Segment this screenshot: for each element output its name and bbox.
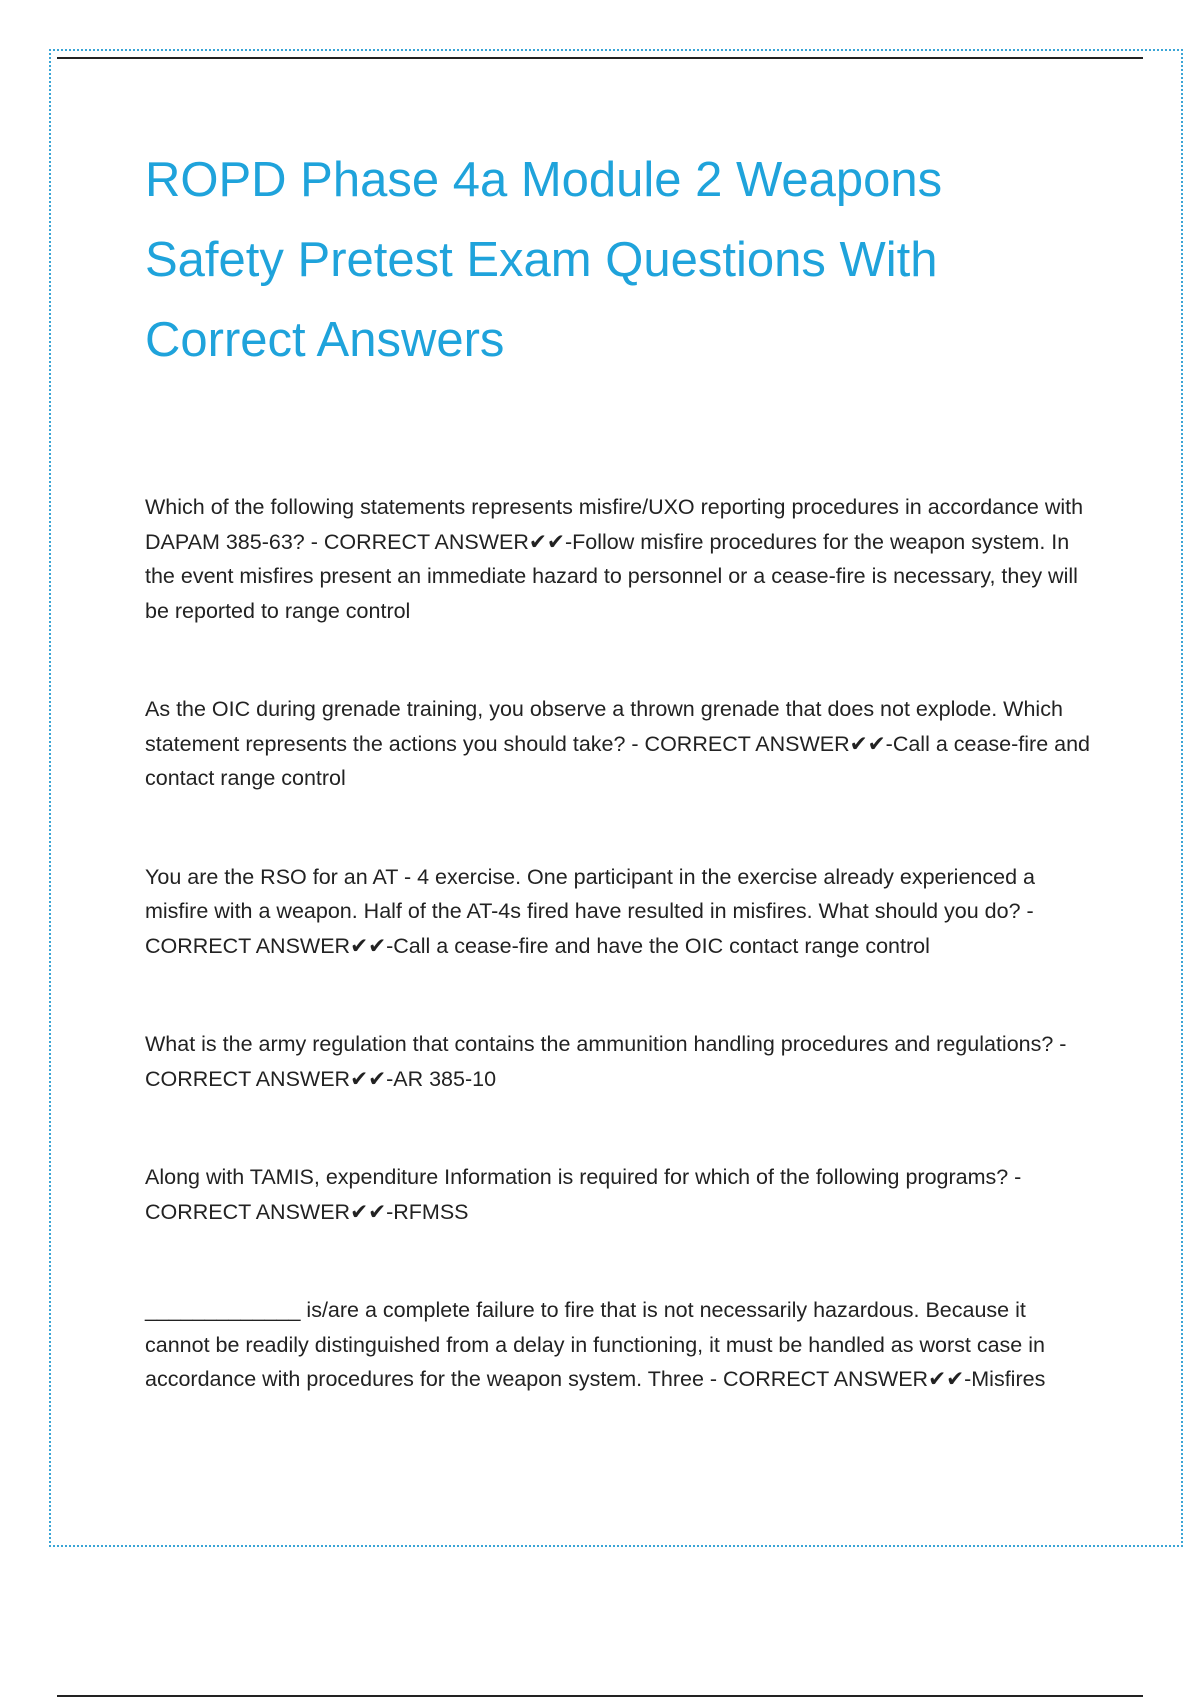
- question-item-5: Along with TAMIS, expenditure Information is required for which of the following programs? - CORRECT ANSWER✔✔-RFMSS: [145, 1165, 1022, 1224]
- question-list: [145, 490, 1095, 1397]
- document-title: ROPD Phase 4a Module 2 Weapons Safety Pretest Exam Questions With Correct Answers: [145, 153, 943, 367]
- top-rule: [57, 57, 1143, 59]
- question-item-6: _____________ is/are a complete failure to fire that is not necessarily hazardous. Because it cannot be readily distinguished from a delay in functioning, it must be handled as worst case in accordance with procedures for the weapon system. Three - CORRECT ANSWER✔✔-Misfires: [145, 1298, 1046, 1391]
- question-item-3: You are the RSO for an AT - 4 exercise. One participant in the exercise already experienced a misfire with a weapon. Half of the AT-4s fired have resulted in misfires. What should you do? - CORRECT ANSWER✔✔-Call a cease-fire and have the OIC contact range control: [145, 864, 1035, 958]
- question-item-2: As the OIC during grenade training, you observe a thrown grenade that does not explode. Which statement represents the actions you should take? - CORRECT ANSWER✔✔-Call a cease-fire and contact range control: [145, 697, 1091, 790]
- question-item-4: What is the army regulation that contains the ammunition handling procedures and regulations? - CORRECT ANSWER✔✔-AR 385-10: [145, 1032, 1067, 1091]
- bottom-rule: [57, 1695, 1143, 1697]
- question-item-1: Which of the following statements represents misfire/UXO reporting procedures in accordance with DAPAM 385-63? - CORRECT ANSWER✔✔-Follow misfire procedures for the weapon system. In the event misfires present an immediate hazard to personnel or a cease-fire is necessary, they will be reported to range control: [145, 495, 1084, 623]
